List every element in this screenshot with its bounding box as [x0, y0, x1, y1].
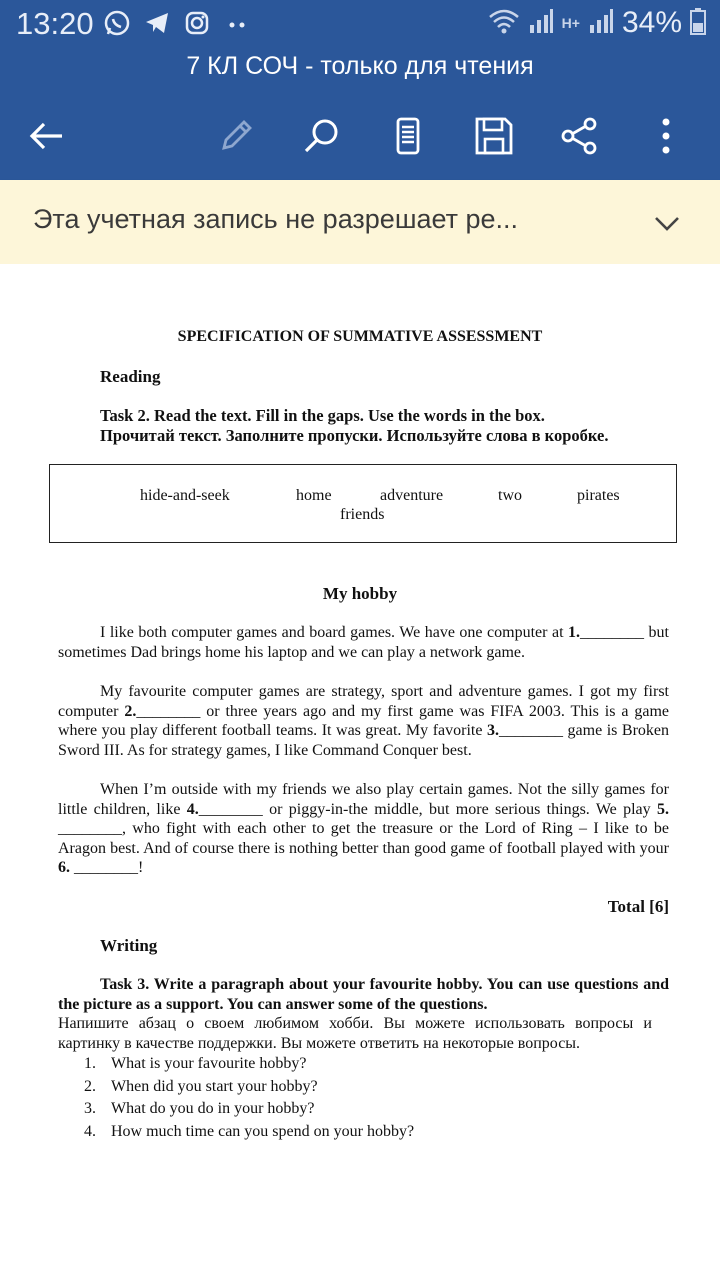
story-paragraph-2 — [58, 682, 669, 760]
word-item: pirates — [577, 487, 620, 504]
text-run: ________ but sometimes Dad brings home his laptop and we can play a network game. — [58, 624, 670, 661]
section-writing: Writing — [100, 936, 158, 955]
gap-number: 4. — [186, 800, 199, 818]
text-run: When I’m outside with my friends we also play certain games. Not the silly games for little children, like — [58, 781, 669, 818]
doc-heading: SPECIFICATION OF SUMMATIVE ASSESSMENT — [177, 328, 543, 345]
telegram-icon — [142, 8, 172, 38]
network-type-label: H+ — [561, 15, 580, 31]
gap-number: 3. — [487, 722, 499, 739]
battery-icon — [690, 7, 706, 40]
banner-message: Эта учетная запись не разрешает ре... — [33, 204, 519, 234]
list-number: 3. — [84, 1100, 96, 1117]
gap-number: 1. — [568, 624, 581, 641]
text-run: ________ or three years ago and my first game was FIFA 2003. This is a game where you play different football teams. It was great. My favorite — [58, 702, 670, 739]
list-item — [84, 1098, 414, 1121]
save-icon[interactable] — [470, 112, 518, 160]
gap-number: 5. — [657, 800, 670, 818]
word-item: hide-and-seek — [140, 487, 230, 504]
word-box — [49, 464, 677, 543]
list-text: When did you start your hobby? — [111, 1077, 318, 1095]
chevron-down-icon[interactable] — [652, 208, 682, 238]
toolbar — [0, 104, 720, 164]
text-run: ________, who fight with each other to get the treasure or the Lord of Ring – I like to be Aragon best. And of course there is nothing better than good game of football played with your — [58, 820, 669, 857]
task2-instruction-ru: Прочитай текст. Заполните пропуски. Используйте слова в коробке. — [100, 426, 609, 445]
text-run: ________ or piggy-in-the middle, but more serious things. We play — [198, 800, 651, 818]
story-title: My hobby — [322, 584, 398, 603]
section-reading: Reading — [100, 367, 161, 386]
permission-banner[interactable] — [0, 180, 720, 264]
gap-number: 2. — [124, 702, 137, 720]
app-header — [0, 0, 720, 180]
edit-pencil-icon[interactable] — [212, 112, 260, 160]
list-item — [84, 1076, 414, 1099]
status-time: 13:20 — [16, 6, 94, 41]
story-paragraph-3 — [58, 780, 669, 878]
text-run: ________! — [74, 859, 144, 876]
task2-instruction: Task 2. Read the text. Fill in the gaps. Use the words in the box. — [100, 406, 545, 425]
task3-instruction: Task 3. Write a paragraph about your favourite hobby. You can use questions and the picture as a support. You can answer some of the questions. — [58, 976, 669, 1013]
total-score: Total [6] — [607, 897, 669, 916]
system-icons — [488, 6, 706, 40]
signal-icon — [528, 7, 554, 40]
list-number: 4. — [84, 1122, 96, 1140]
whatsapp-icon — [102, 8, 132, 38]
text-run: My favourite computer games are strategy, sport and adventure games. I got my first computer — [58, 683, 669, 720]
wifi-icon — [488, 7, 520, 40]
list-text: What is your favourite hobby? — [111, 1055, 307, 1072]
status-bar — [0, 0, 720, 48]
question-list — [84, 1053, 414, 1143]
text-run: I like both computer games and board games. We have one computer at — [100, 624, 564, 641]
signal-icon-2 — [588, 7, 614, 40]
list-number: 1. — [84, 1055, 96, 1072]
list-text: What do you do in your hobby? — [111, 1100, 315, 1117]
share-icon[interactable] — [556, 112, 604, 160]
instagram-icon — [182, 8, 212, 38]
reading-view-icon[interactable] — [384, 112, 432, 160]
back-arrow-icon[interactable] — [22, 112, 70, 160]
list-item — [84, 1053, 414, 1076]
more-notifications-icon — [222, 8, 252, 38]
search-icon[interactable] — [298, 112, 346, 160]
battery-percent: 34% — [621, 6, 682, 39]
word-item: two — [498, 487, 522, 504]
notification-icons — [102, 8, 252, 38]
gap-number: 6. — [58, 859, 70, 876]
word-item: adventure — [380, 487, 444, 504]
document-page — [0, 264, 720, 1280]
word-item: home — [296, 487, 332, 504]
list-text: How much time can you spend on your hobby? — [111, 1122, 415, 1140]
list-item — [84, 1121, 414, 1144]
more-icon[interactable] — [642, 112, 690, 160]
list-number: 2. — [84, 1077, 96, 1095]
document-title: 7 КЛ СОЧ - только для чтения — [186, 52, 534, 80]
story-paragraph-1 — [58, 623, 669, 662]
text-run: ________ game is Broken Sword III. As for strategy games, I like Command Conquer best. — [58, 722, 670, 759]
task3-instruction-ru: Напишите абзац о своем любимом хобби. Вы можете использовать вопросы и картинку в качестве поддержки. Вы можете ответить на некоторые вопросы. — [58, 1015, 652, 1052]
word-item: friends — [340, 506, 385, 523]
